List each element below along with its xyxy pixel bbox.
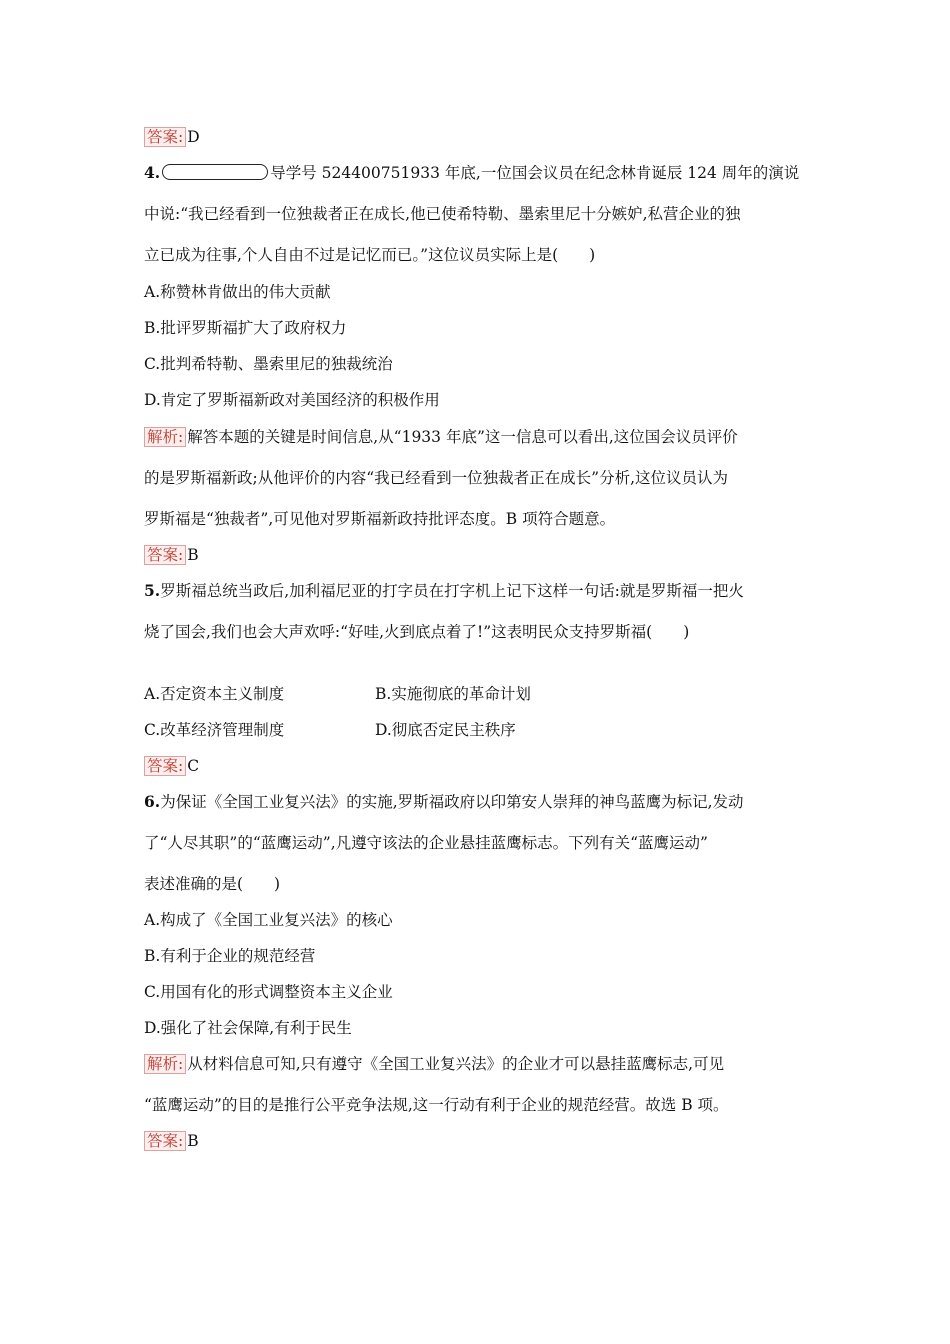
- q4-line-1: [144, 163, 814, 183]
- blank-box-icon: [162, 164, 268, 180]
- question-text: 1933 年底,一位国会议员在纪念林肯诞辰 124 周年的演说: [400, 164, 800, 182]
- q4-analysis-line-1: [144, 427, 814, 447]
- answer-value: C: [187, 757, 200, 775]
- q5-option-a: A.否定资本主义制度: [144, 685, 285, 703]
- q5-line-1: [144, 581, 814, 601]
- q6-option-a: A.构成了《全国工业复兴法》的核心: [144, 911, 393, 929]
- q6-answer-line: [144, 1131, 814, 1151]
- prev-answer-line: [144, 127, 814, 147]
- q6-option-d: D.强化了社会保障,有利于民生: [144, 1019, 352, 1037]
- q4-analysis-line-3: 罗斯福是“独裁者”,可见他对罗斯福新政持批评态度。B 项符合题意。: [144, 510, 616, 528]
- question-number: 6.: [144, 792, 161, 811]
- answer-value: D: [187, 128, 200, 146]
- question-number: 5.: [144, 581, 161, 600]
- answer-label: 答案:: [144, 1131, 186, 1151]
- question-text: 罗斯福总统当政后,加利福尼亚的打字员在打字机上记下这样一句话:就是罗斯福一把火: [160, 582, 744, 600]
- q4-answer-line: [144, 545, 814, 565]
- q5-option-b: B.实施彻底的革命计划: [375, 685, 531, 703]
- analysis-text: 从材料信息可知,只有遵守《全国工业复兴法》的企业才可以悬挂蓝鹰标志,可见: [187, 1055, 725, 1073]
- analysis-label: 解析:: [144, 1054, 186, 1074]
- q5-options-row-1: [144, 684, 814, 704]
- q6-analysis-line-1: [144, 1054, 814, 1074]
- answer-value: B: [187, 546, 199, 564]
- question-number: 4.: [144, 163, 161, 182]
- q5-option-d: D.彻底否定民主秩序: [375, 721, 516, 739]
- analysis-text: 解答本题的关键是时间信息,从“1933 年底”这一信息可以看出,这位国会议员评价: [187, 428, 738, 446]
- q6-option-c: C.用国有化的形式调整资本主义企业: [144, 983, 393, 1001]
- q4-option-c: C.批判希特勒、墨索里尼的独裁统治: [144, 355, 393, 373]
- answer-label: 答案:: [144, 756, 186, 776]
- answer-value: B: [187, 1132, 199, 1150]
- q6-line-2: 了“人尽其职”的“蓝鹰运动”,凡遵守该法的企业悬挂蓝鹰标志。下列有关“蓝鹰运动”: [144, 834, 708, 852]
- q4-option-d: D.肯定了罗斯福新政对美国经济的积极作用: [144, 391, 440, 409]
- q6-option-b: B.有利于企业的规范经营: [144, 947, 316, 965]
- question-text: 为保证《全国工业复兴法》的实施,罗斯福政府以印第安人崇拜的神鸟蓝鹰为标记,发动: [160, 793, 744, 811]
- q5-option-c: C.改革经济管理制度: [144, 721, 285, 739]
- q6-analysis-line-2: “蓝鹰运动”的目的是推行公平竞争法规,这一行动有利于企业的规范经营。故选 B 项。: [144, 1096, 729, 1114]
- answer-label: 答案:: [144, 127, 186, 147]
- q5-answer-line: [144, 756, 814, 776]
- q5-options-row-2: [144, 720, 814, 740]
- q6-line-3: 表述准确的是( ): [144, 875, 281, 893]
- q4-option-b: B.批评罗斯福扩大了政府权力: [144, 319, 347, 337]
- guide-number: 导学号 52440075: [270, 164, 401, 182]
- q4-line-3: 立已成为往事,个人自由不过是记忆而已。”这位议员实际上是( ): [144, 246, 596, 264]
- q5-line-2: 烧了国会,我们也会大声欢呼:“好哇,火到底点着了!”这表明民众支持罗斯福( ): [144, 623, 690, 641]
- q4-line-2: 中说:“我已经看到一位独裁者正在成长,他已使希特勒、墨索里尼十分嫉妒,私营企业的独: [144, 205, 741, 223]
- q4-option-a: A.称赞林肯做出的伟大贡献: [144, 283, 331, 301]
- answer-label: 答案:: [144, 545, 186, 565]
- analysis-label: 解析:: [144, 427, 186, 447]
- q4-analysis-line-2: 的是罗斯福新政;从他评价的内容“我已经看到一位独裁者正在成长”分析,这位议员认为: [144, 469, 729, 487]
- q6-line-1: [144, 792, 814, 812]
